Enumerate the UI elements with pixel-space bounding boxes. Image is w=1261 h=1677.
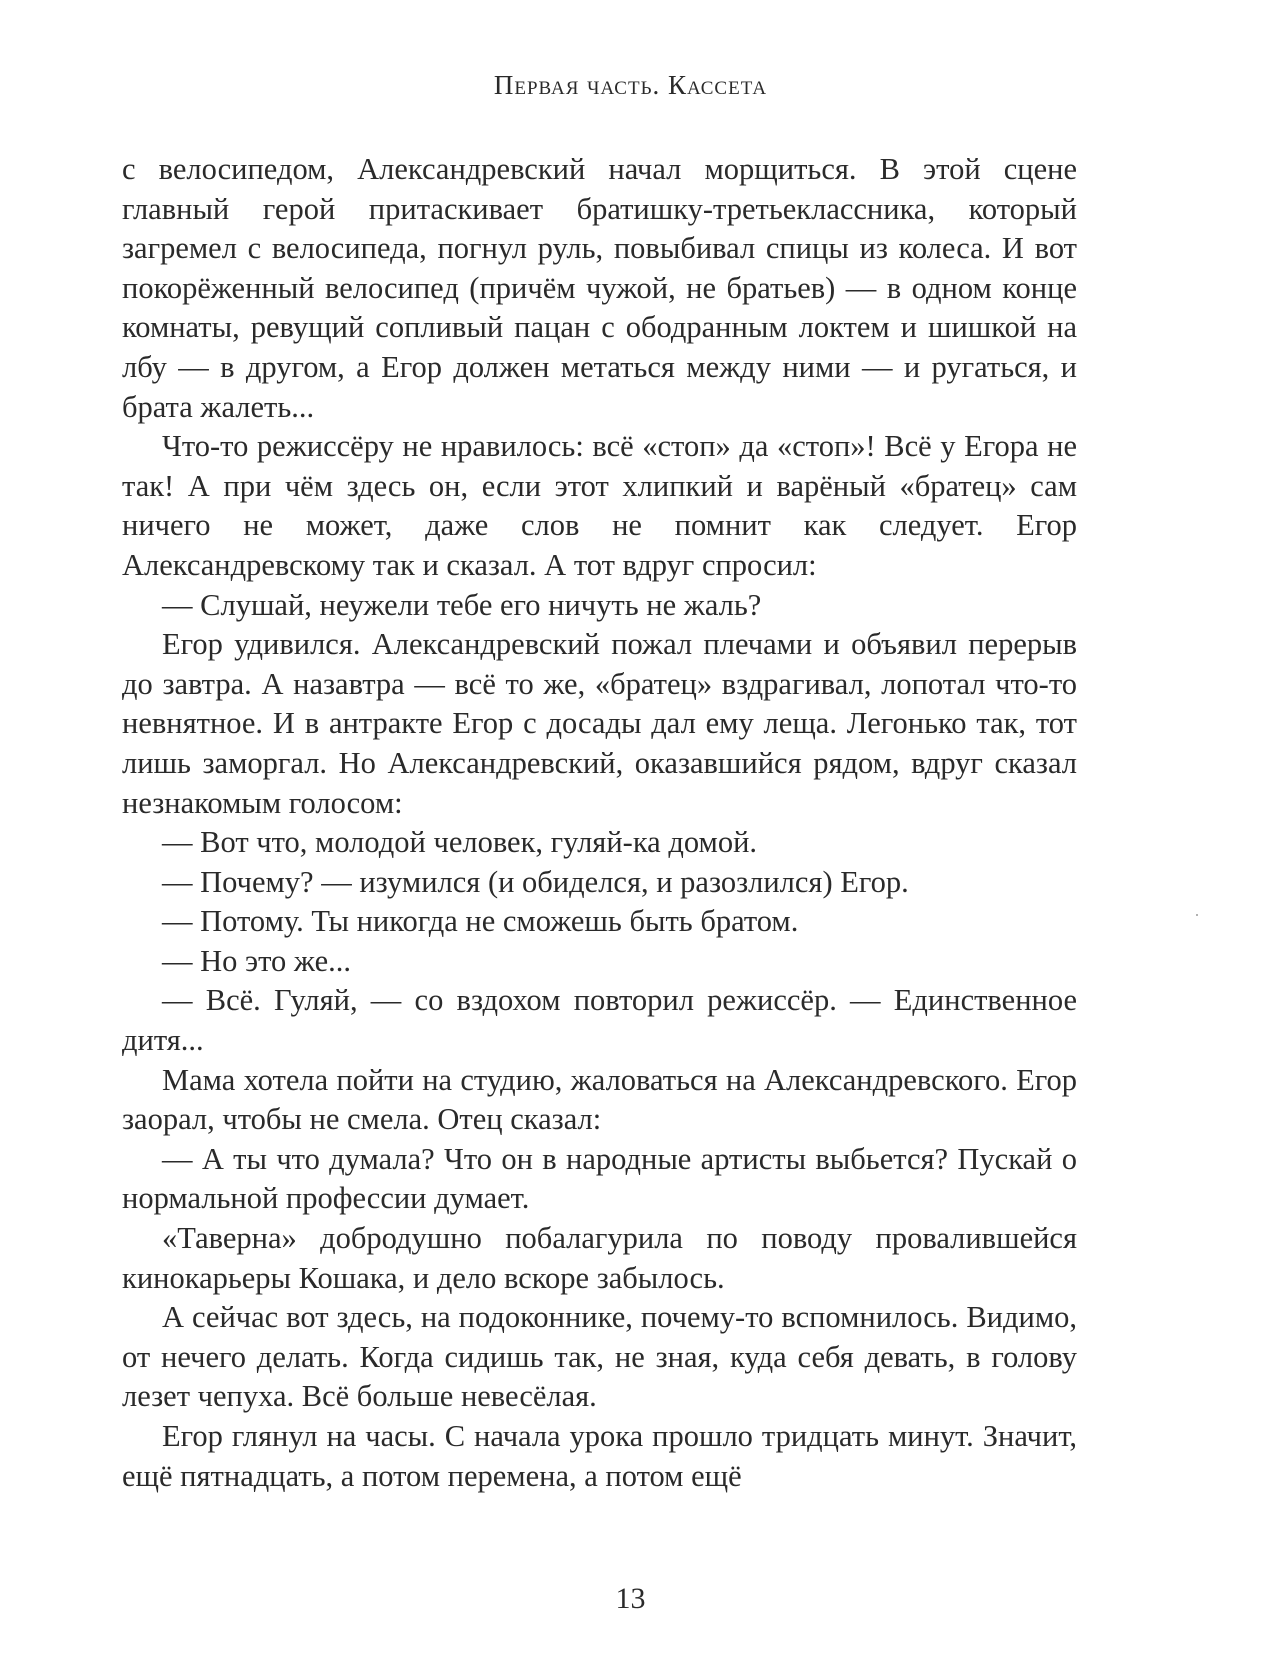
running-head: Первая часть. Кассета bbox=[493, 70, 768, 100]
paragraph: Егор удивился. Александревский пожал плечами и объявил перерыв до завтра. А назавтра — всё то же, «братец» вздрагивал, лопотал что-то невнятное. И в антракте Егор с досады дал ему леща. Легонько так, тот лишь заморгал. Но Александревский, оказавшийся рядом, вдруг сказал незнакомым голосом: bbox=[122, 627, 1077, 820]
paragraph: А сейчас вот здесь, на подоконнике, почему-то вспомнилось. Видимо, от нечего делать. Когда сидишь так, не зная, куда себя девать, в голову лезет чепуха. Всё больше невесёлая. bbox=[122, 1300, 1077, 1414]
paragraph: — А ты что думала? Что он в народные артисты выбьется? Пускай о нормальной профессии думает. bbox=[122, 1141, 1077, 1216]
body-text bbox=[122, 150, 1077, 1496]
paragraph: с велосипедом, Александревский начал морщиться. В этой сцене главный герой притаскивает братишку-третьеклассника, который загремел с велосипеда, погнул руль, повыбивал спицы из колеса. И вот покорёженный велосипед (причём чужой, не братьев) — в одном конце комнаты, ревущий сопливый пацан с ободранным локтем и шишкой на лбу — в другом, а Егор должен метаться между ними — и ругаться, и брата жалеть... bbox=[122, 152, 1077, 424]
paragraph: — Всё. Гуляй, — со вздохом повторил режиссёр. — Единственное дитя... bbox=[122, 983, 1077, 1058]
page-number: 13 bbox=[615, 1582, 646, 1615]
paragraph: Егор глянул на часы. С начала урока прошло тридцать минут. Значит, ещё пятнадцать, а потом перемена, а потом ещё bbox=[122, 1419, 1077, 1493]
scan-speck bbox=[1196, 914, 1198, 916]
paragraph: — Потому. Ты никогда не сможешь быть братом. bbox=[162, 904, 799, 939]
paragraph: «Таверна» добродушно побалагурила по поводу провалившейся кинокарьеры Кошака, и дело вскоре забылось. bbox=[122, 1221, 1077, 1295]
paragraph: — Слушай, неужели тебе его ничуть не жаль? bbox=[162, 587, 762, 622]
paragraph: Мама хотела пойти на студию, жаловаться на Александревского. Егор заорал, чтобы не смела. Отец сказал: bbox=[122, 1062, 1077, 1137]
paragraph: — Почему? — изумился (и обиделся, и разозлился) Егор. bbox=[162, 864, 909, 899]
paragraph: — Вот что, молодой человек, гуляй-ка домой. bbox=[162, 825, 758, 860]
paragraph: Что-то режиссёру не нравилось: всё «стоп» да «стоп»! Всё у Егора не так! А при чём здесь он, если этот хлипкий и варёный «братец» сам ничего не может, даже слов не помнит как следует. Егор Александревскому так и сказал. А тот вдруг спросил: bbox=[122, 429, 1077, 582]
paragraph: — Но это же... bbox=[162, 943, 352, 978]
